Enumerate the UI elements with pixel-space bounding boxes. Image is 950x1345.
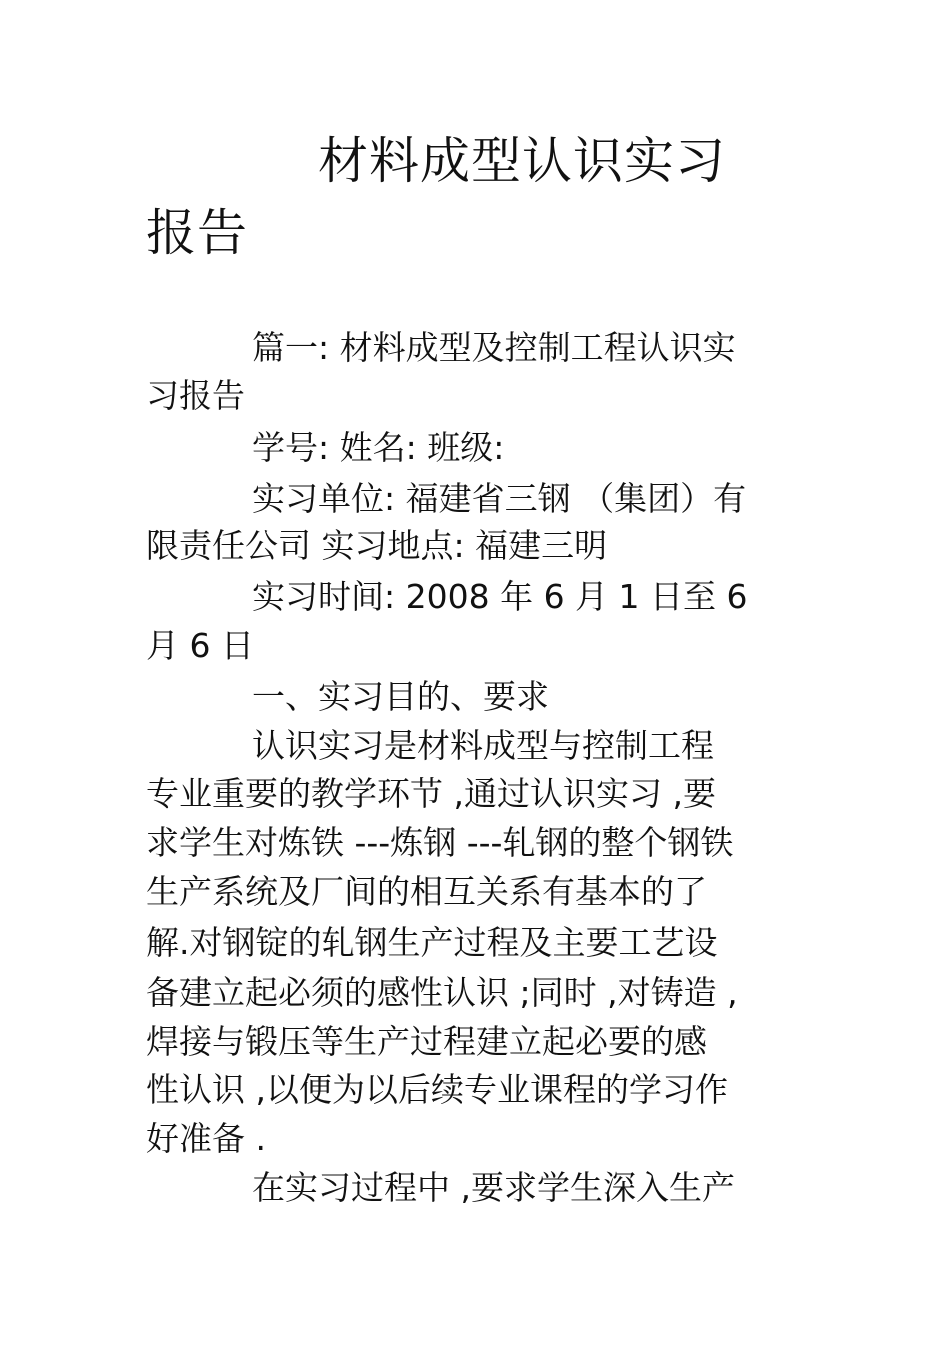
paragraph-line: 解.对钢锭的轧钢生产过程及主要工艺设 — [146, 923, 718, 962]
paragraph-line: 在实习过程中 ,要求学生深入生产 — [252, 1168, 735, 1207]
paragraph-line: 焊接与锻压等生产过程建立起必要的感 — [146, 1022, 707, 1061]
internship-location-line: 限责任公司 实习地点: 福建三明 — [146, 526, 608, 565]
document-title-line-1: 材料成型认识实习 — [318, 132, 726, 190]
section-one-heading: 一、实习目的、要求 — [252, 677, 549, 716]
paragraph-line: 好准备 . — [146, 1119, 266, 1158]
paragraph-line: 专业重要的教学环节 ,通过认识实习 ,要 — [146, 774, 716, 813]
section-heading-continuation: 习报告 — [146, 376, 245, 415]
internship-time-continuation: 月 6 日 — [146, 626, 254, 665]
paragraph-line: 认识实习是材料成型与控制工程 — [252, 726, 714, 765]
paragraph-line: 求学生对炼铁 ---炼钢 ---轧钢的整个钢铁 — [146, 823, 734, 862]
paragraph-line: 备建立起必须的感性认识 ;同时 ,对铸造 , — [146, 973, 738, 1012]
paragraph-line: 生产系统及厂间的相互关系有基本的了 — [146, 872, 707, 911]
document-title-line-2: 报告 — [146, 204, 248, 262]
internship-time-line: 实习时间: 2008 年 6 月 1 日至 6 — [252, 577, 748, 616]
paragraph-line: 性认识 ,以便为以后续专业课程的学习作 — [146, 1070, 728, 1109]
section-heading-line: 篇一: 材料成型及控制工程认识实 — [252, 328, 736, 367]
student-info-line: 学号: 姓名: 班级: — [252, 428, 505, 467]
internship-unit-line: 实习单位: 福建省三钢 （集团）有 — [252, 479, 747, 518]
